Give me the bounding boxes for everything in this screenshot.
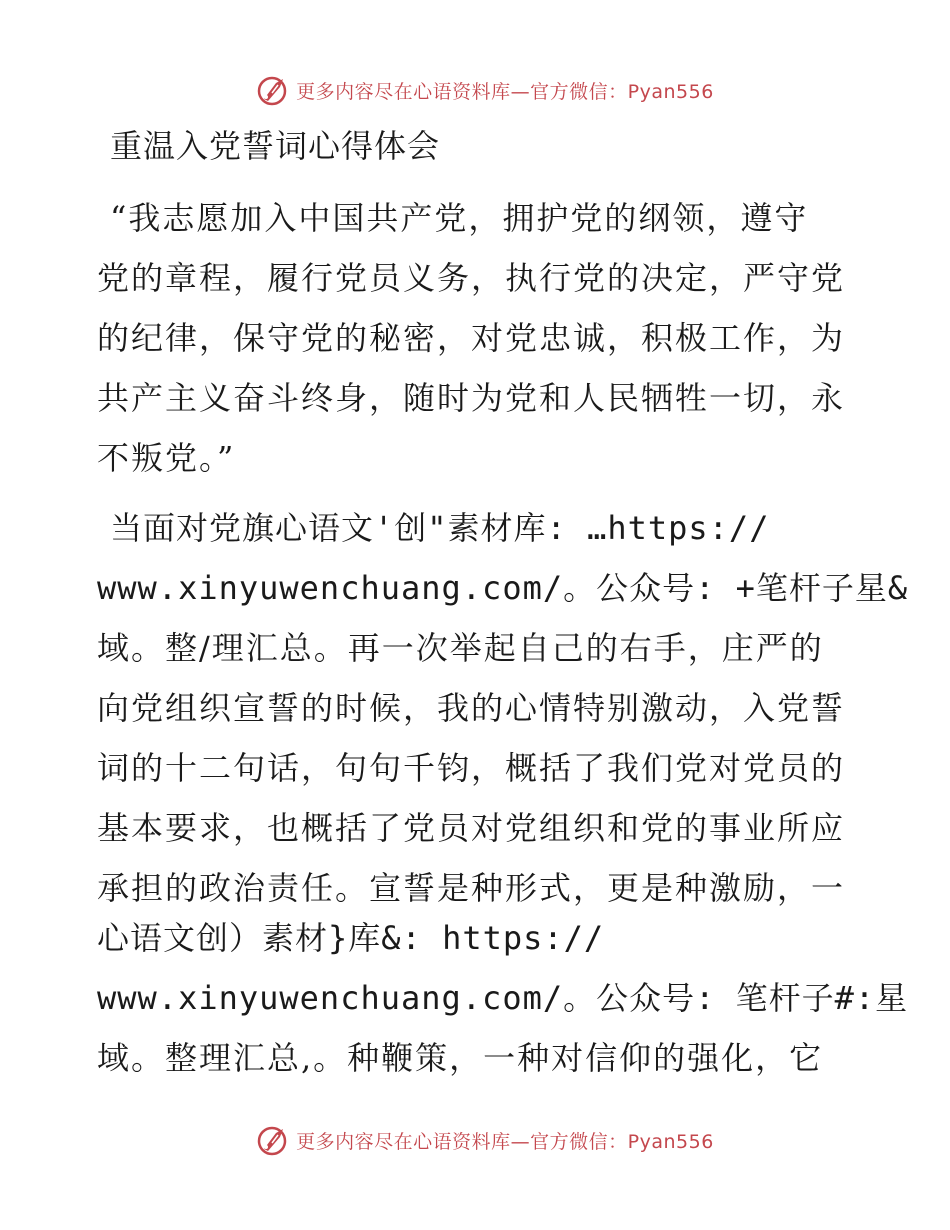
body-line: www.xinyuwenchuang.com/。公众号: 笔杆子#:星: [97, 979, 909, 1017]
body-line: 心语文创）素材}库&: https://: [97, 919, 605, 957]
body-line: www.xinyuwenchuang.com/。公众号: +笔杆子星&: [97, 569, 909, 607]
header-banner: [0, 70, 950, 110]
body-line: 共产主义奋斗终身，随时为党和人民牺牲一切，永: [97, 379, 846, 417]
body-line: 党的章程，履行党员义务，执行党的决定，严守党: [97, 259, 846, 297]
wechat-id: Pyan556: [627, 1130, 714, 1153]
body-line: 词的十二句话，句句千钧，概括了我们党对党员的: [97, 749, 846, 787]
document-title: 重温入党誓词心得体会: [110, 127, 441, 165]
footer-banner: [0, 1120, 950, 1160]
body-line: 向党组织宣誓的时候，我的心情特别激动，入党誓: [97, 689, 846, 727]
body-line: 域。整理汇总,。种鞭策，一种对信仰的强化，它: [97, 1039, 824, 1077]
footer-banner-content: [256, 1123, 714, 1157]
banner-text: 更多内容尽在心语资料库—官方微信：Pyan556: [296, 1130, 714, 1153]
body-line: 当面对党旗心语文'创"素材库: …https://: [110, 509, 770, 547]
body-line: 承担的政治责任。宣誓是种形式，更是种激励，一: [97, 869, 846, 907]
body-line: 不叛党。”: [97, 439, 236, 477]
body-line: 基本要求，也概括了党员对党组织和党的事业所应: [97, 809, 846, 847]
pen-nib-circle-icon: [256, 1123, 290, 1157]
body-line: 的纪律，保守党的秘密，对党忠诚，积极工作，为: [97, 319, 846, 357]
wechat-id: Pyan556: [627, 80, 714, 103]
body-line: “我志愿加入中国共产党，拥护党的纲领，遵守: [110, 199, 809, 237]
header-banner-content: [256, 73, 714, 107]
pen-nib-circle-icon: [256, 73, 290, 107]
banner-text: 更多内容尽在心语资料库—官方微信：Pyan556: [296, 80, 714, 103]
body-line: 域。整/理汇总。再一次举起自己的右手，庄严的: [97, 629, 824, 667]
